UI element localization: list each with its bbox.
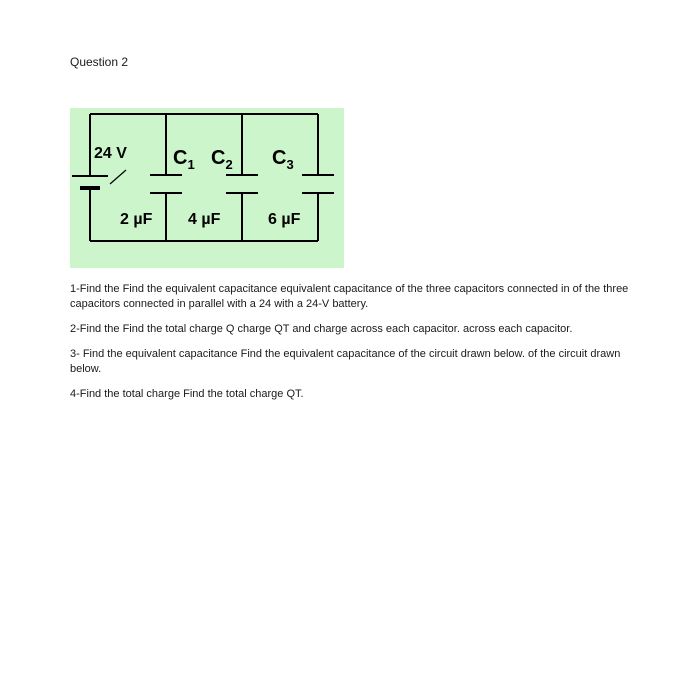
problem-2: 2-Find the Find the total charge Q charge QT and charge across each capacitor. across each capacitor. [70, 323, 573, 335]
c3-value: 6 µF [268, 211, 301, 228]
problem-4: 4-Find the total charge Find the total charge QT. [70, 388, 304, 400]
c2-label-name: C [211, 147, 226, 169]
c1-label [173, 147, 195, 172]
circuit-diagram [70, 108, 344, 268]
c1-value: 2 µF [120, 211, 153, 228]
circuit-labels [94, 145, 301, 228]
c2-label [211, 147, 233, 172]
problem-3: 3- Find the equivalent capacitance Find the equivalent capacitance of the circuit drawn below. of the circuit drawn below. [70, 348, 621, 375]
c2-value: 4 µF [188, 211, 221, 228]
battery-symbol [72, 170, 126, 188]
c3-label-name: C [272, 147, 287, 169]
circuit-svg [70, 108, 344, 268]
c2-label-sub: 2 [225, 157, 233, 172]
c3-label-sub: 3 [286, 157, 294, 172]
c1-label-name: C [173, 147, 188, 169]
problem-1: 1-Find the Find the equivalent capacitance equivalent capacitance of the three capacitors connected in of the three capacitors connected in parallel with a 24 with a 24-V battery. [70, 283, 629, 310]
battery-switch-line [110, 170, 126, 184]
c1-label-sub: 1 [187, 157, 195, 172]
capacitor-plates [150, 175, 334, 193]
question-title: Question 2 [70, 55, 129, 69]
c3-label [272, 147, 294, 172]
problem-list [70, 282, 635, 412]
battery-label: 24 V [94, 145, 127, 162]
